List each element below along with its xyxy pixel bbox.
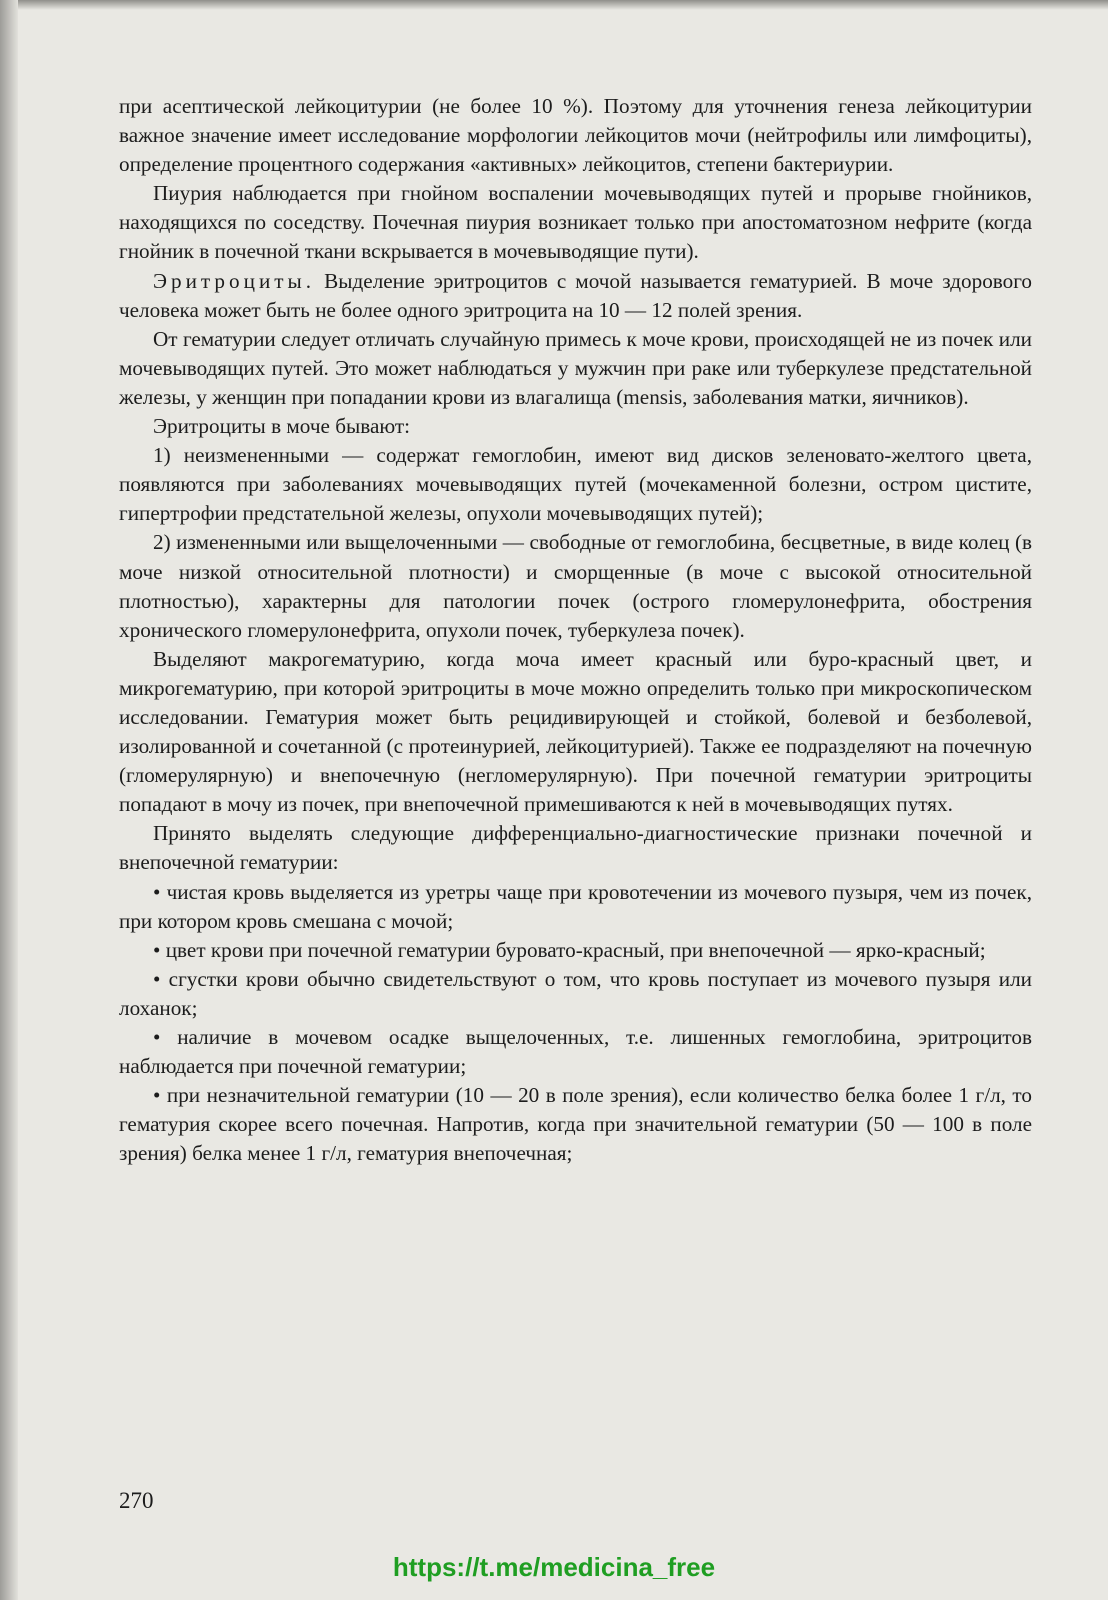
bullet-item: • чистая кровь выделяется из уретры чаще при кровотечении из мочевого пузыря, чем из почек, при котором кровь смешана с мочой; [119, 879, 1032, 933]
bullet-item: • наличие в мочевом осадке выщелоченных, т.е. лишенных гемоглобина, эритроцитов наблюдается при почечной гематурии; [119, 1025, 1032, 1079]
list-item: 1) неизмененными — содержат гемоглобин, имеют вид дисков зеленовато-желтого цвета, появляются при заболеваниях мочевыводящих путей (мочекаменной болезни, остром цистите, гипертрофии предстательной железы, опухоли мочевыводящих путей); [119, 443, 1032, 526]
page-number: 270 [119, 1488, 154, 1513]
scan-shadow-left [0, 0, 18, 1600]
footer-link[interactable]: https://t.me/medicina_free [392, 1552, 716, 1582]
list-item: 2) измененными или выщелоченными — свободные от гемоглобина, бесцветные, в виде колец (в моче низкой относительной плотности) и сморщенные (в моче с высокой относительной плотностью), характерны для патологии почек (острого гломерулонефрита, обострения хронического гломерулонефрита, опухоли почек, туберкулеза почек). [119, 530, 1032, 642]
paragraph: Эритроциты в моче бывают: [153, 414, 411, 439]
paragraph: Принято выделять следующие дифференциально-диагностические признаки почечной и внепочечной гематурии: [119, 821, 1032, 875]
body-text [119, 92, 1032, 1168]
paragraph: Пиурия наблюдается при гнойном воспалении мочевыводящих путей и прорыве гнойников, находящихся по соседству. Почечная пиурия возникает только при апостоматозном нефрите (когда гнойник в почечной ткани вскрывается в мочевыводящие пути). [119, 181, 1032, 264]
paragraph-text: Выделение эритроцитов с мочой называется гематурией. В моче здорового человека может быть не более одного эритроцита на 10 — 12 полей зрения. [119, 268, 1032, 322]
bullet-item: • при незначительной гематурии (10 — 20 в поле зрения), если количество белка более 1 г/л, то гематурия скорее всего почечная. Напротив, когда при значительной гематурии (50 — 100 в поле зрения) белка менее 1 г/л, гематурия внепочечная; [119, 1083, 1032, 1166]
bullet-item: • сгустки крови обычно свидетельствуют о том, что кровь поступает из мочевого пузыря или лоханок; [119, 966, 1032, 1020]
paragraph: при асептической лейкоцитурии (не более 10 %). Поэтому для уточнения генеза лейкоцитурии важное значение имеет исследование морфологии лейкоцитов мочи (нейтрофилы или лимфоциты), определение процентного содержания «активных» лейкоцитов, степени бактериурии. [119, 94, 1032, 177]
bullet-item: • цвет крови при почечной гематурии буровато-красный, при внепочечной — ярко-красный; [153, 937, 986, 962]
scan-shadow-top [0, 0, 1108, 10]
term-erythrocytes: Эритроциты. [153, 268, 316, 293]
paragraph: От гематурии следует отличать случайную примесь к моче крови, происходящей не из почек или мочевыводящих путей. Это может наблюдаться у мужчин при раке или туберкулезе предстательной железы, у женщин при попадании крови из влагалища (mensis, заболевания матки, яичников). [119, 326, 1032, 409]
paragraph: Выделяют макрогематурию, когда моча имеет красный или буро-красный цвет, и микрогематурию, при которой эритроциты в моче можно определить только при микроскопическом исследовании. Гематурия может быть рецидивирующей и стойкой, болевой и безболевой, изолированной и сочетанной (с протеинурией, лейкоцитурией). Также ее подразделяют на почечную (гломерулярную) и внепочечную (негломерулярную). При почечной гематурии эритроциты попадают в мочу из почек, при внепочечной примешиваются к ней в мочевыводящих путях. [119, 646, 1032, 817]
paragraph [119, 267, 1032, 325]
